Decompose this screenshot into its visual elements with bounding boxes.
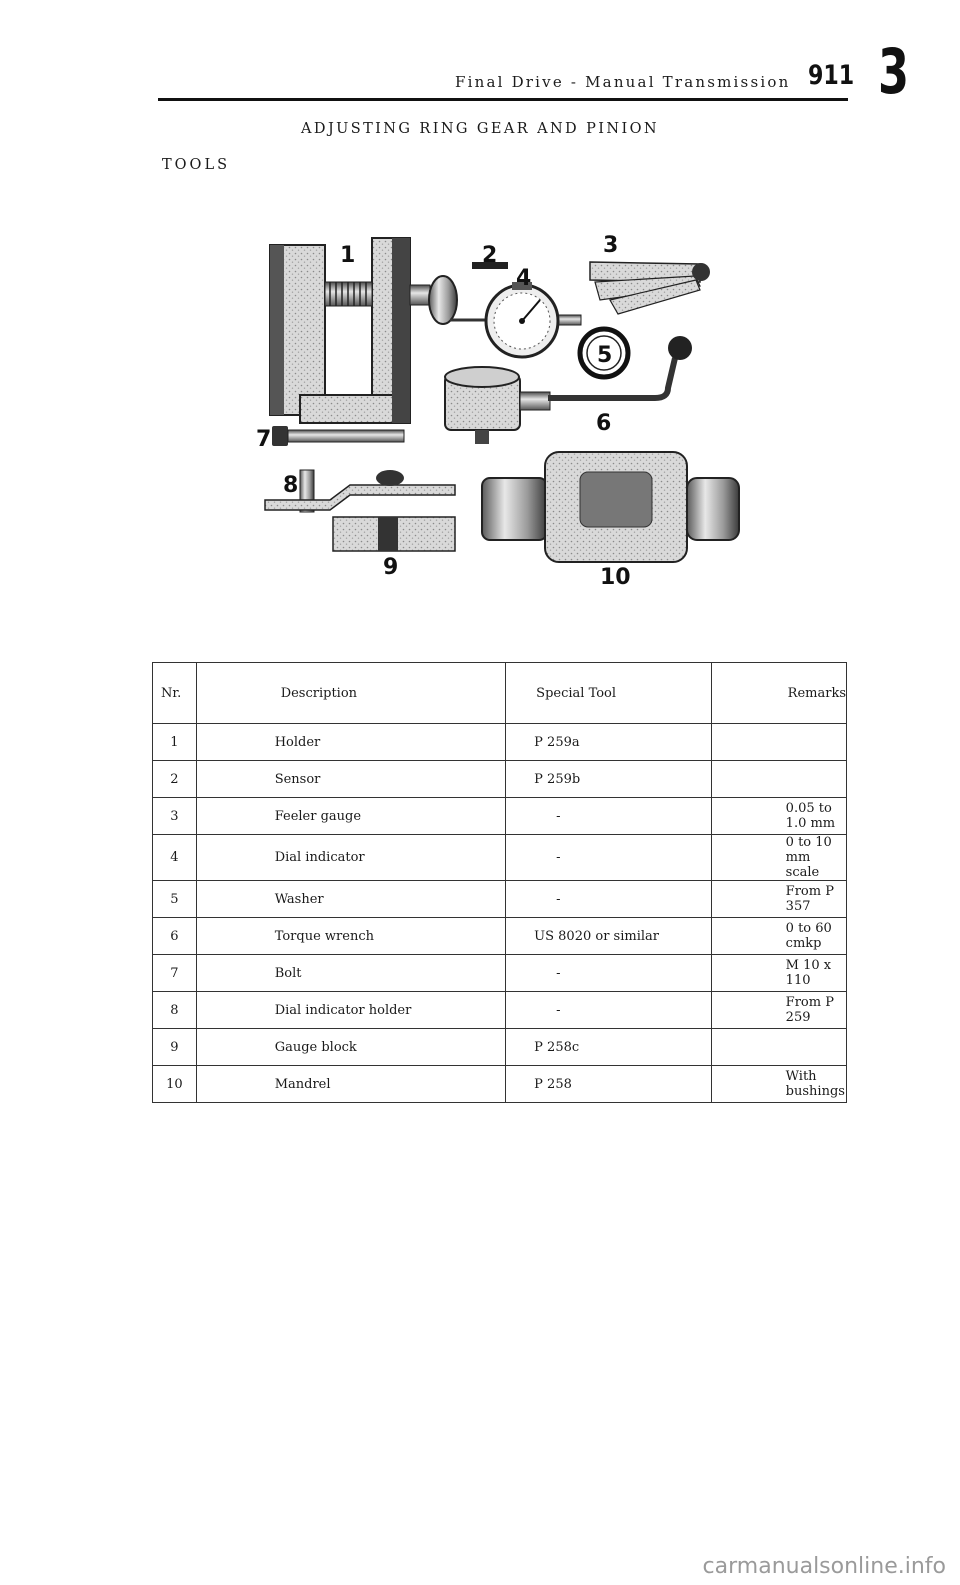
tools-table: [152, 662, 847, 1103]
header-model: 911: [808, 60, 855, 91]
header-description: Description: [196, 663, 505, 724]
table-row: [153, 918, 847, 955]
cell-remarks: 0 to 10 mm scale: [711, 835, 846, 881]
cell-description: Dial indicator holder: [196, 992, 505, 1029]
cell-description: Sensor: [196, 761, 505, 798]
watermark: carmanualsonline.info: [702, 1554, 946, 1579]
table-row: [153, 835, 847, 881]
cell-remarks: [711, 1029, 846, 1066]
cell-remarks: With bushings: [711, 1066, 846, 1103]
callout-10: 10: [600, 565, 631, 590]
cell-special-tool: P 259a: [506, 724, 712, 761]
cell-special-tool: US 8020 or similar: [506, 918, 712, 955]
cell-remarks: From P 357: [711, 881, 846, 918]
bolt-drawing: [272, 426, 404, 446]
cell-nr: 8: [153, 992, 197, 1029]
tools-illustration: [0, 0, 960, 640]
cell-nr: 4: [153, 835, 197, 881]
cell-nr: 3: [153, 798, 197, 835]
table-row: [153, 1066, 847, 1103]
cell-description: Washer: [196, 881, 505, 918]
header-title: Final Drive - Manual Transmission: [455, 73, 791, 91]
table-row: [153, 955, 847, 992]
callout-2: 2: [482, 243, 498, 268]
callout-9: 9: [383, 555, 399, 580]
cell-nr: 2: [153, 761, 197, 798]
header-remarks: Remarks: [711, 663, 846, 724]
table-header-row: [153, 663, 847, 724]
table-row: [153, 724, 847, 761]
cell-remarks: [711, 724, 846, 761]
cell-special-tool: -: [506, 881, 712, 918]
tools-heading: TOOLS: [162, 157, 231, 173]
cell-description: Mandrel: [196, 1066, 505, 1103]
cell-nr: 1: [153, 724, 197, 761]
cell-special-tool: -: [506, 798, 712, 835]
header-nr: Nr.: [153, 663, 197, 724]
cell-nr: 5: [153, 881, 197, 918]
callout-6: 6: [596, 411, 612, 436]
callout-3: 3: [603, 233, 619, 258]
cell-special-tool: P 259b: [506, 761, 712, 798]
callout-8: 8: [283, 473, 299, 498]
cell-description: Holder: [196, 724, 505, 761]
callout-5: 5: [597, 343, 613, 368]
cell-description: Feeler gauge: [196, 798, 505, 835]
cell-remarks: M 10 x 110: [711, 955, 846, 992]
cell-remarks: From P 259: [711, 992, 846, 1029]
header-chapter-number: 3: [878, 35, 910, 108]
cell-nr: 7: [153, 955, 197, 992]
callout-7: 7: [256, 427, 272, 452]
table-row: [153, 1029, 847, 1066]
cell-special-tool: -: [506, 992, 712, 1029]
dial-indicator-drawing: [450, 282, 581, 357]
cell-special-tool: -: [506, 955, 712, 992]
cell-special-tool: -: [506, 835, 712, 881]
table-row: [153, 798, 847, 835]
feeler-gauge-drawing: [590, 262, 710, 314]
cell-nr: 6: [153, 918, 197, 955]
gauge-block-drawing: [333, 517, 455, 551]
table-row: [153, 881, 847, 918]
callout-1: 1: [340, 243, 356, 268]
table-row: [153, 992, 847, 1029]
cell-remarks: 0.05 to 1.0 mm: [711, 798, 846, 835]
callout-4: 4: [516, 266, 532, 291]
section-title: ADJUSTING RING GEAR AND PINION: [301, 121, 659, 137]
cell-nr: 10: [153, 1066, 197, 1103]
mandrel-drawing: [482, 452, 739, 562]
table-row: [153, 761, 847, 798]
cell-nr: 9: [153, 1029, 197, 1066]
cell-description: Gauge block: [196, 1029, 505, 1066]
cell-special-tool: P 258c: [506, 1029, 712, 1066]
cell-description: Bolt: [196, 955, 505, 992]
cell-remarks: 0 to 60 cmkp: [711, 918, 846, 955]
cell-description: Dial indicator: [196, 835, 505, 881]
cell-remarks: [711, 761, 846, 798]
cell-special-tool: P 258: [506, 1066, 712, 1103]
torque-wrench-drawing: [445, 336, 692, 444]
header-special-tool: Special Tool: [506, 663, 712, 724]
cell-description: Torque wrench: [196, 918, 505, 955]
holder-drawing: [270, 238, 457, 423]
